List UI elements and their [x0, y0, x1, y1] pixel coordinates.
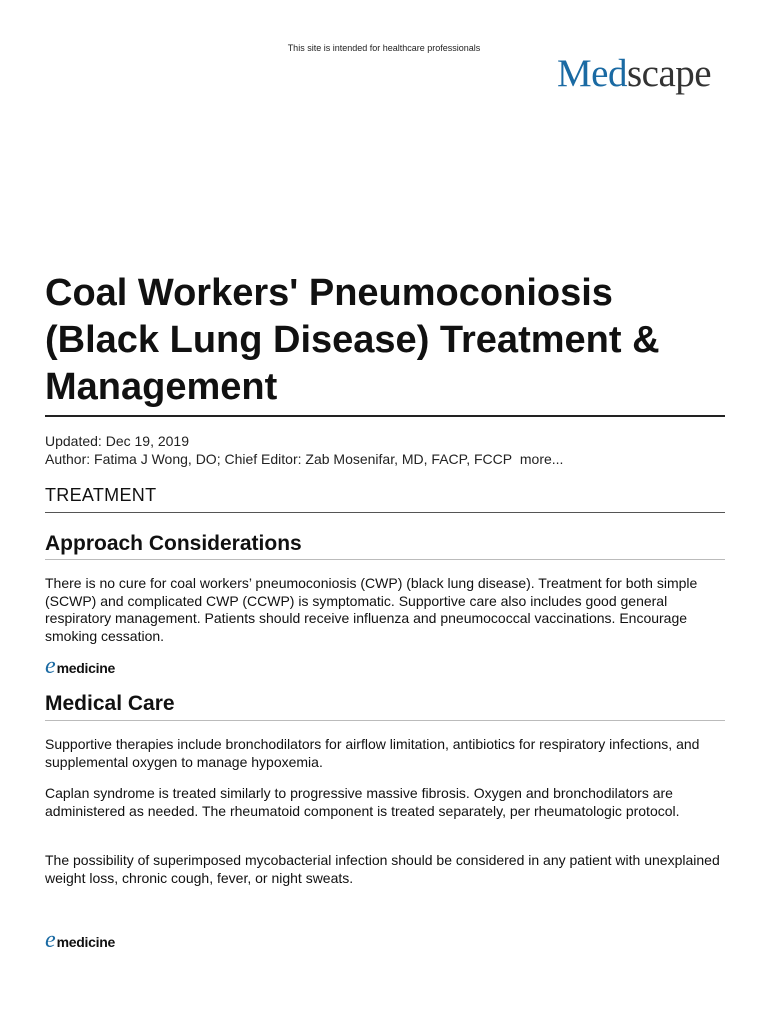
author-line [45, 450, 563, 468]
emedicine-e-icon: e [45, 927, 56, 953]
medscape-logo[interactable] [557, 52, 711, 96]
heading-divider [45, 559, 725, 560]
emedicine-logo[interactable] [45, 927, 115, 953]
paragraph: The possibility of superimposed mycobacterial infection should be considered in any patient with unexplained weight loss, chronic cough, fever, or night sweats. [45, 852, 720, 886]
title-divider [45, 415, 725, 417]
updated-date: Updated: Dec 19, 2019 [45, 433, 189, 449]
professional-notice: This site is intended for healthcare professionals [287, 43, 481, 53]
heading-approach-considerations: Approach Considerations [45, 532, 302, 555]
paragraph: There is no cure for coal workers’ pneumoconiosis (CWP) (black lung disease). Treatment for both simple (SCWP) and complicated CWP (CCWP) is symptomatic. Supportive care also includes good general respiratory management. Patients should receive influenza and pneumococcal vaccinations. Encourage smoking cessation. [45, 575, 698, 644]
paragraph: Caplan syndrome is treated similarly to progressive massive fibrosis. Oxygen and bronchodilators are administered as needed. The rheumatoid component is treated separately, per rheumatologic protocol. [45, 785, 680, 819]
section-label-treatment: TREATMENT [45, 485, 157, 505]
emedicine-text: medicine [56, 660, 115, 676]
logo-scape: scape [627, 52, 712, 95]
section-divider [45, 512, 725, 513]
page-title: Coal Workers' Pneumoconiosis (Black Lung Disease) Treatment & Management [45, 272, 660, 408]
logo-med: Med [557, 52, 627, 95]
more-authors-link[interactable]: more... [519, 451, 564, 467]
heading-medical-care: Medical Care [45, 692, 175, 715]
heading-divider [45, 720, 725, 721]
emedicine-e-icon: e [45, 653, 56, 679]
emedicine-text: medicine [56, 934, 115, 950]
emedicine-logo[interactable] [45, 653, 115, 679]
paragraph: Supportive therapies include bronchodilators for airflow limitation, antibiotics for respiratory infections, and supplemental oxygen to manage hypoxemia. [45, 736, 700, 770]
author-text: Author: Fatima J Wong, DO; Chief Editor: Zab Mosenifar, MD, FACP, FCCP [45, 451, 513, 467]
